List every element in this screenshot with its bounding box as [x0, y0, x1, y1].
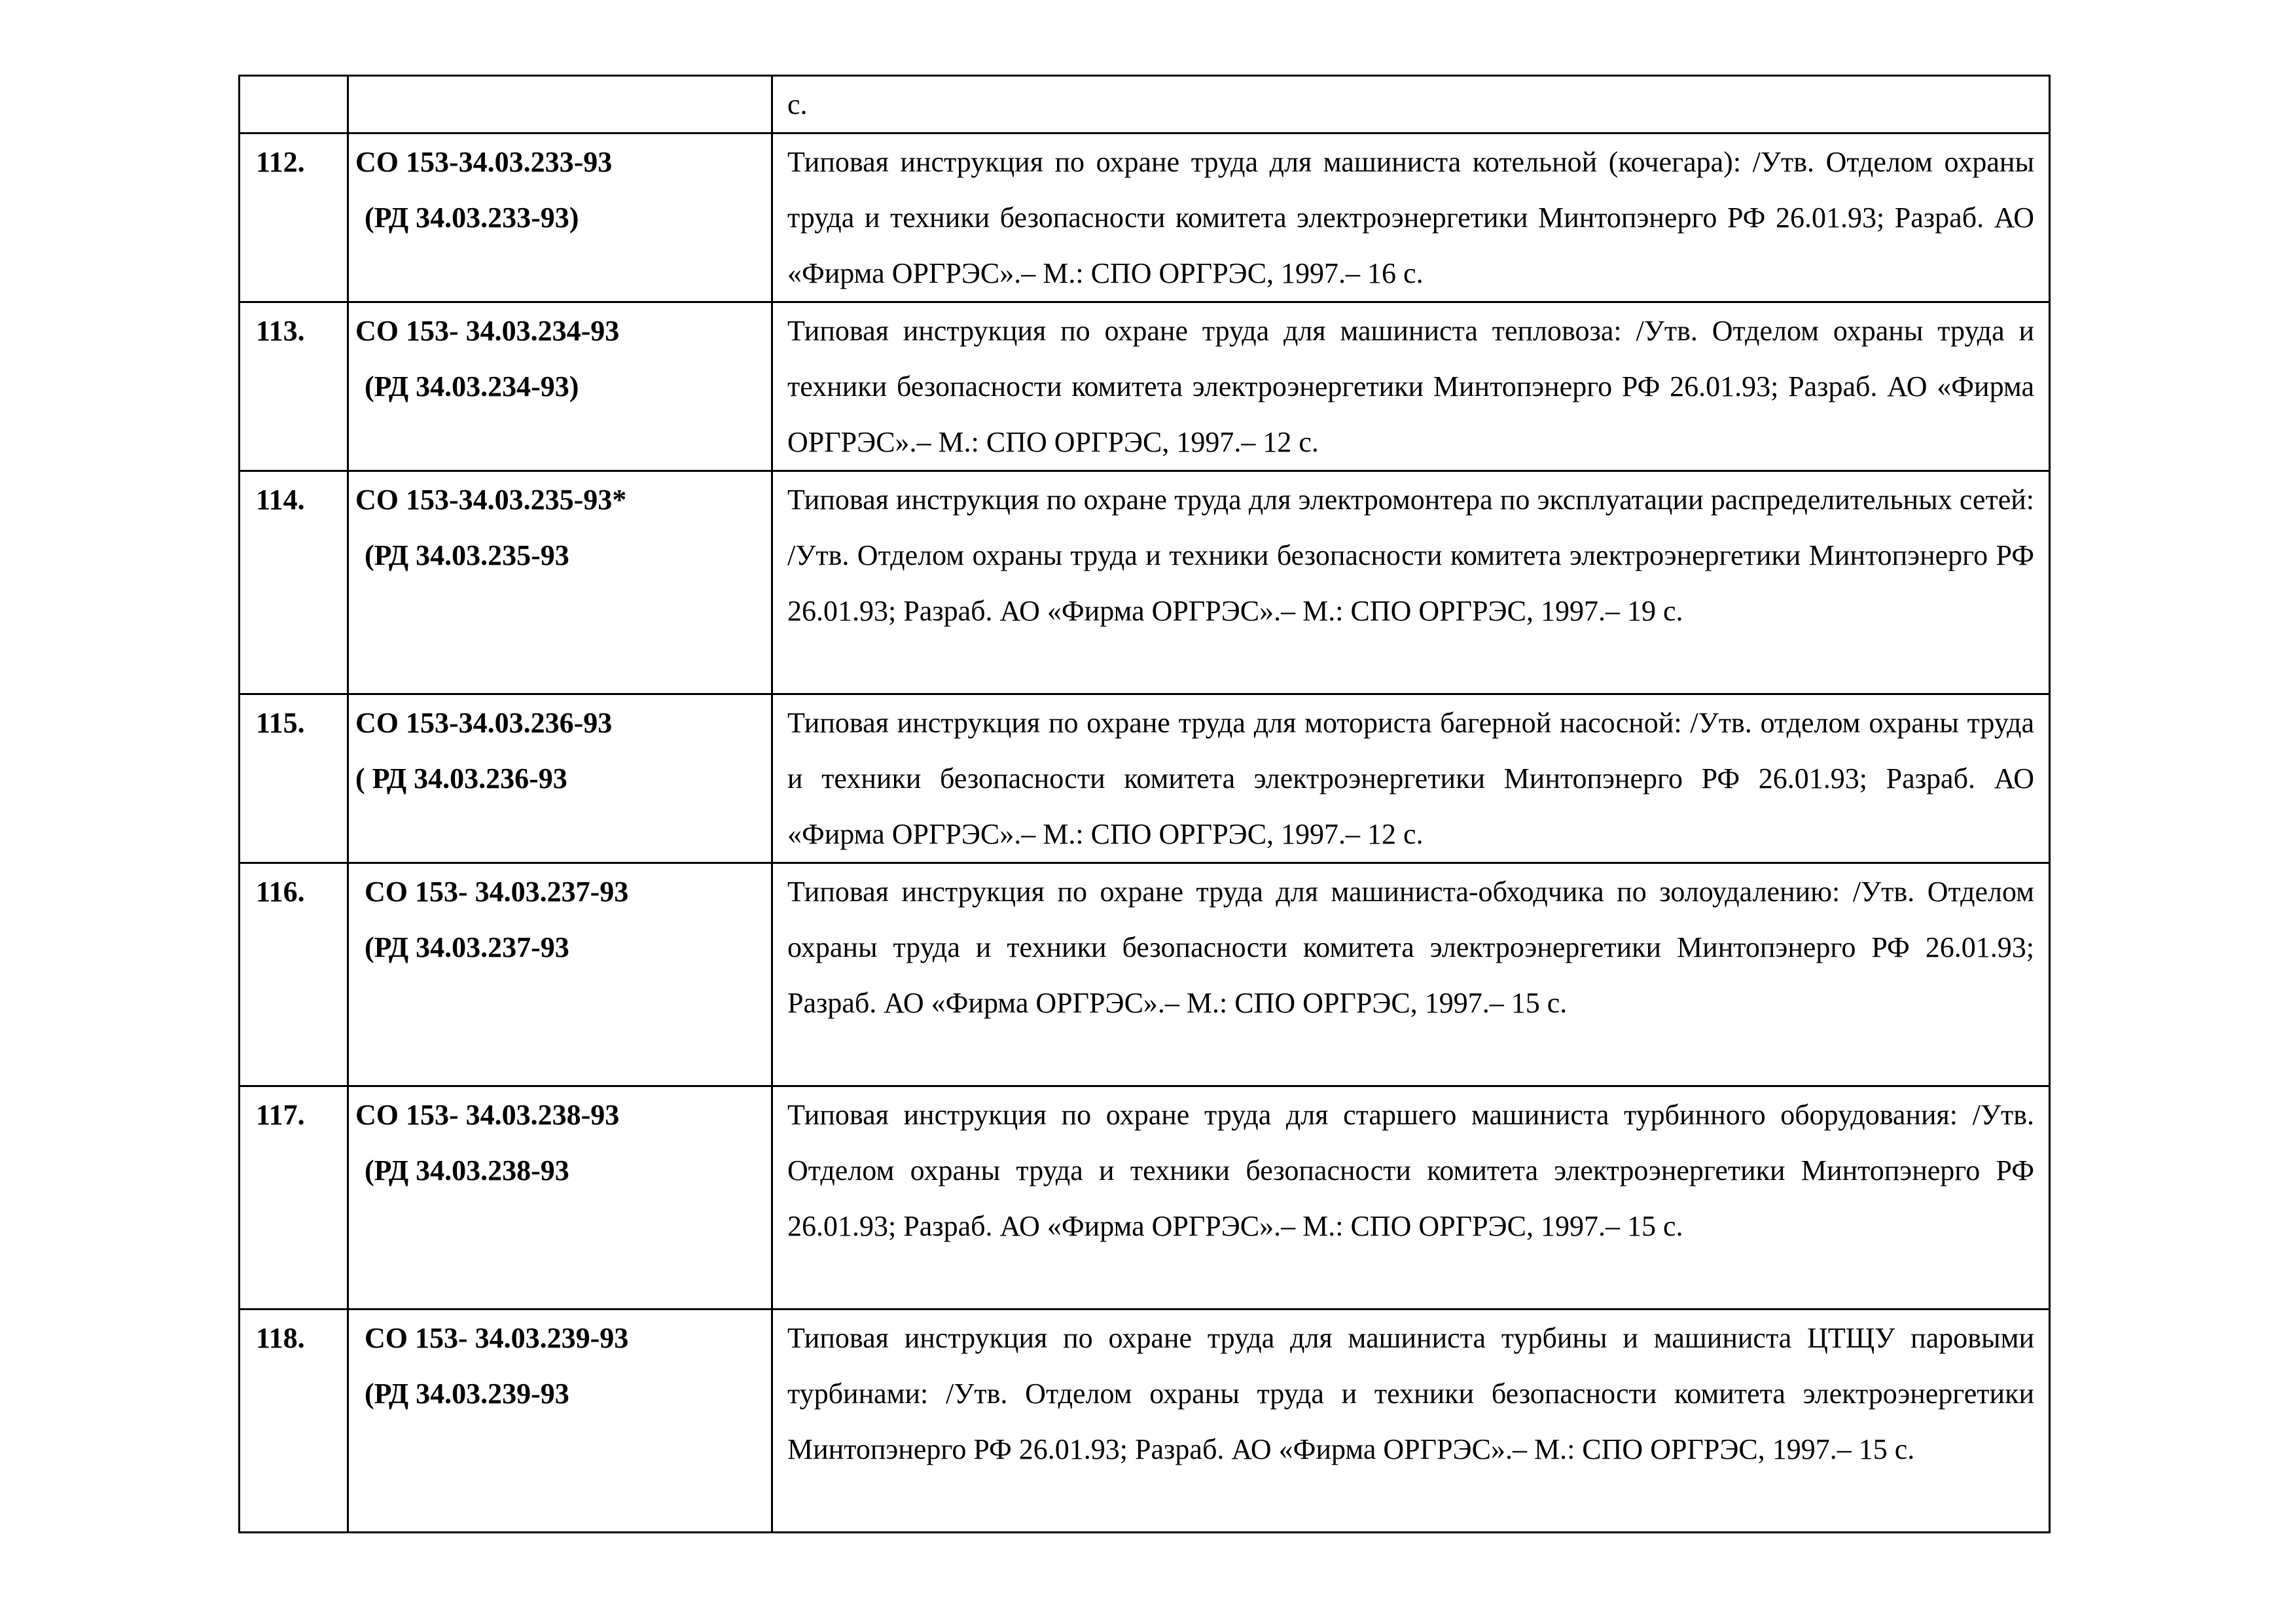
row-number: 116.: [240, 863, 348, 1086]
table-row: [240, 76, 2050, 134]
document-code: [348, 302, 772, 471]
code-line-2: (РД 34.03.238-93: [365, 1154, 569, 1186]
row-number: 114.: [240, 471, 348, 694]
code-line-2: (РД 34.03.233-93): [365, 202, 579, 234]
document-code: [348, 694, 772, 863]
table-row: [240, 863, 2050, 1086]
row-number: 117.: [240, 1086, 348, 1310]
document-code: [348, 1086, 772, 1310]
document-description: Типовая инструкция по охране труда для электромонтера по эксплуатации распределительных сетей: /Утв. Отделом охраны труда и техники безопасности комитета электроэнергетики Минтопэнерго РФ 26.01.93; Разраб. АО «Фирма ОРГРЭС».– М.: СПО ОРГРЭС, 1997.– 19 с.: [772, 471, 2050, 694]
document-code: [348, 76, 772, 134]
document-code: [348, 863, 772, 1086]
row-number: 115.: [240, 694, 348, 863]
code-line-1: СО 153-34.03.233-93: [355, 146, 613, 178]
table-row: [240, 302, 2050, 471]
document-description: Типовая инструкция по охране труда для машиниста котельной (кочегара): /Утв. Отделом охраны труда и техники безопасности комитета электроэнергетики Минтопэнерго РФ 26.01.93; Разраб. АО «Фирма ОРГРЭС».– М.: СПО ОРГРЭС, 1997.– 16 с.: [772, 134, 2050, 302]
table-row: [240, 134, 2050, 302]
code-line-1: СО 153-34.03.235-93*: [355, 484, 627, 516]
code-line-1: СО 153- 34.03.234-93: [355, 315, 620, 347]
code-line-2: (РД 34.03.239-93: [365, 1378, 569, 1410]
code-line-1: СО 153-34.03.236-93: [355, 707, 613, 739]
code-line-2: (РД 34.03.235-93: [365, 539, 569, 571]
table-row: [240, 694, 2050, 863]
document-code: [348, 471, 772, 694]
table-row: [240, 1310, 2050, 1533]
row-number: [240, 76, 348, 134]
row-number: 112.: [240, 134, 348, 302]
code-line-1: СО 153- 34.03.239-93: [365, 1322, 629, 1354]
document-table: [238, 75, 2051, 1533]
code-line-2: ( РД 34.03.236-93: [355, 762, 567, 794]
document-description: Типовая инструкция по охране труда для моториста багерной насосной: /Утв. отделом охраны труда и техники безопасности комитета электроэнергетики Минтопэнерго РФ 26.01.93; Разраб. АО «Фирма ОРГРЭС».– М.: СПО ОРГРЭС, 1997.– 12 с.: [772, 694, 2050, 863]
code-line-1: СО 153- 34.03.237-93: [365, 876, 629, 908]
document-description: с.: [772, 76, 2050, 134]
code-line-2: (РД 34.03.234-93): [365, 370, 579, 402]
table-row: [240, 471, 2050, 694]
document-description: Типовая инструкция по охране труда для машиниста-обходчика по золоудалению: /Утв. Отделом охраны труда и техники безопасности комитета электроэнергетики Минтопэнерго РФ 26.01.93; Разраб. АО «Фирма ОРГРЭС».– М.: СПО ОРГРЭС, 1997.– 15 с.: [772, 863, 2050, 1086]
document-code: [348, 1310, 772, 1533]
document-description: Типовая инструкция по охране труда для старшего машиниста турбинного оборудования: /Утв. Отделом охраны труда и техники безопасности комитета электроэнергетики Минтопэнерго РФ 26.01.93; Разраб. АО «Фирма ОРГРЭС».– М.: СПО ОРГРЭС, 1997.– 15 с.: [772, 1086, 2050, 1310]
document-description: Типовая инструкция по охране труда для машиниста турбины и машиниста ЦТЩУ паровыми турбинами: /Утв. Отделом охраны труда и техники безопасности комитета электроэнергетики Минтопэнерго РФ 26.01.93; Разраб. АО «Фирма ОРГРЭС».– М.: СПО ОРГРЭС, 1997.– 15 с.: [772, 1310, 2050, 1533]
row-number: 113.: [240, 302, 348, 471]
row-number: 118.: [240, 1310, 348, 1533]
table-row: [240, 1086, 2050, 1310]
document-description: Типовая инструкция по охране труда для машиниста тепловоза: /Утв. Отделом охраны труда и техники безопасности комитета электроэнергетики Минтопэнерго РФ 26.01.93; Разраб. АО «Фирма ОРГРЭС».– М.: СПО ОРГРЭС, 1997.– 12 с.: [772, 302, 2050, 471]
document-code: [348, 134, 772, 302]
code-line-1: СО 153- 34.03.238-93: [355, 1099, 620, 1131]
code-line-2: (РД 34.03.237-93: [365, 931, 569, 963]
